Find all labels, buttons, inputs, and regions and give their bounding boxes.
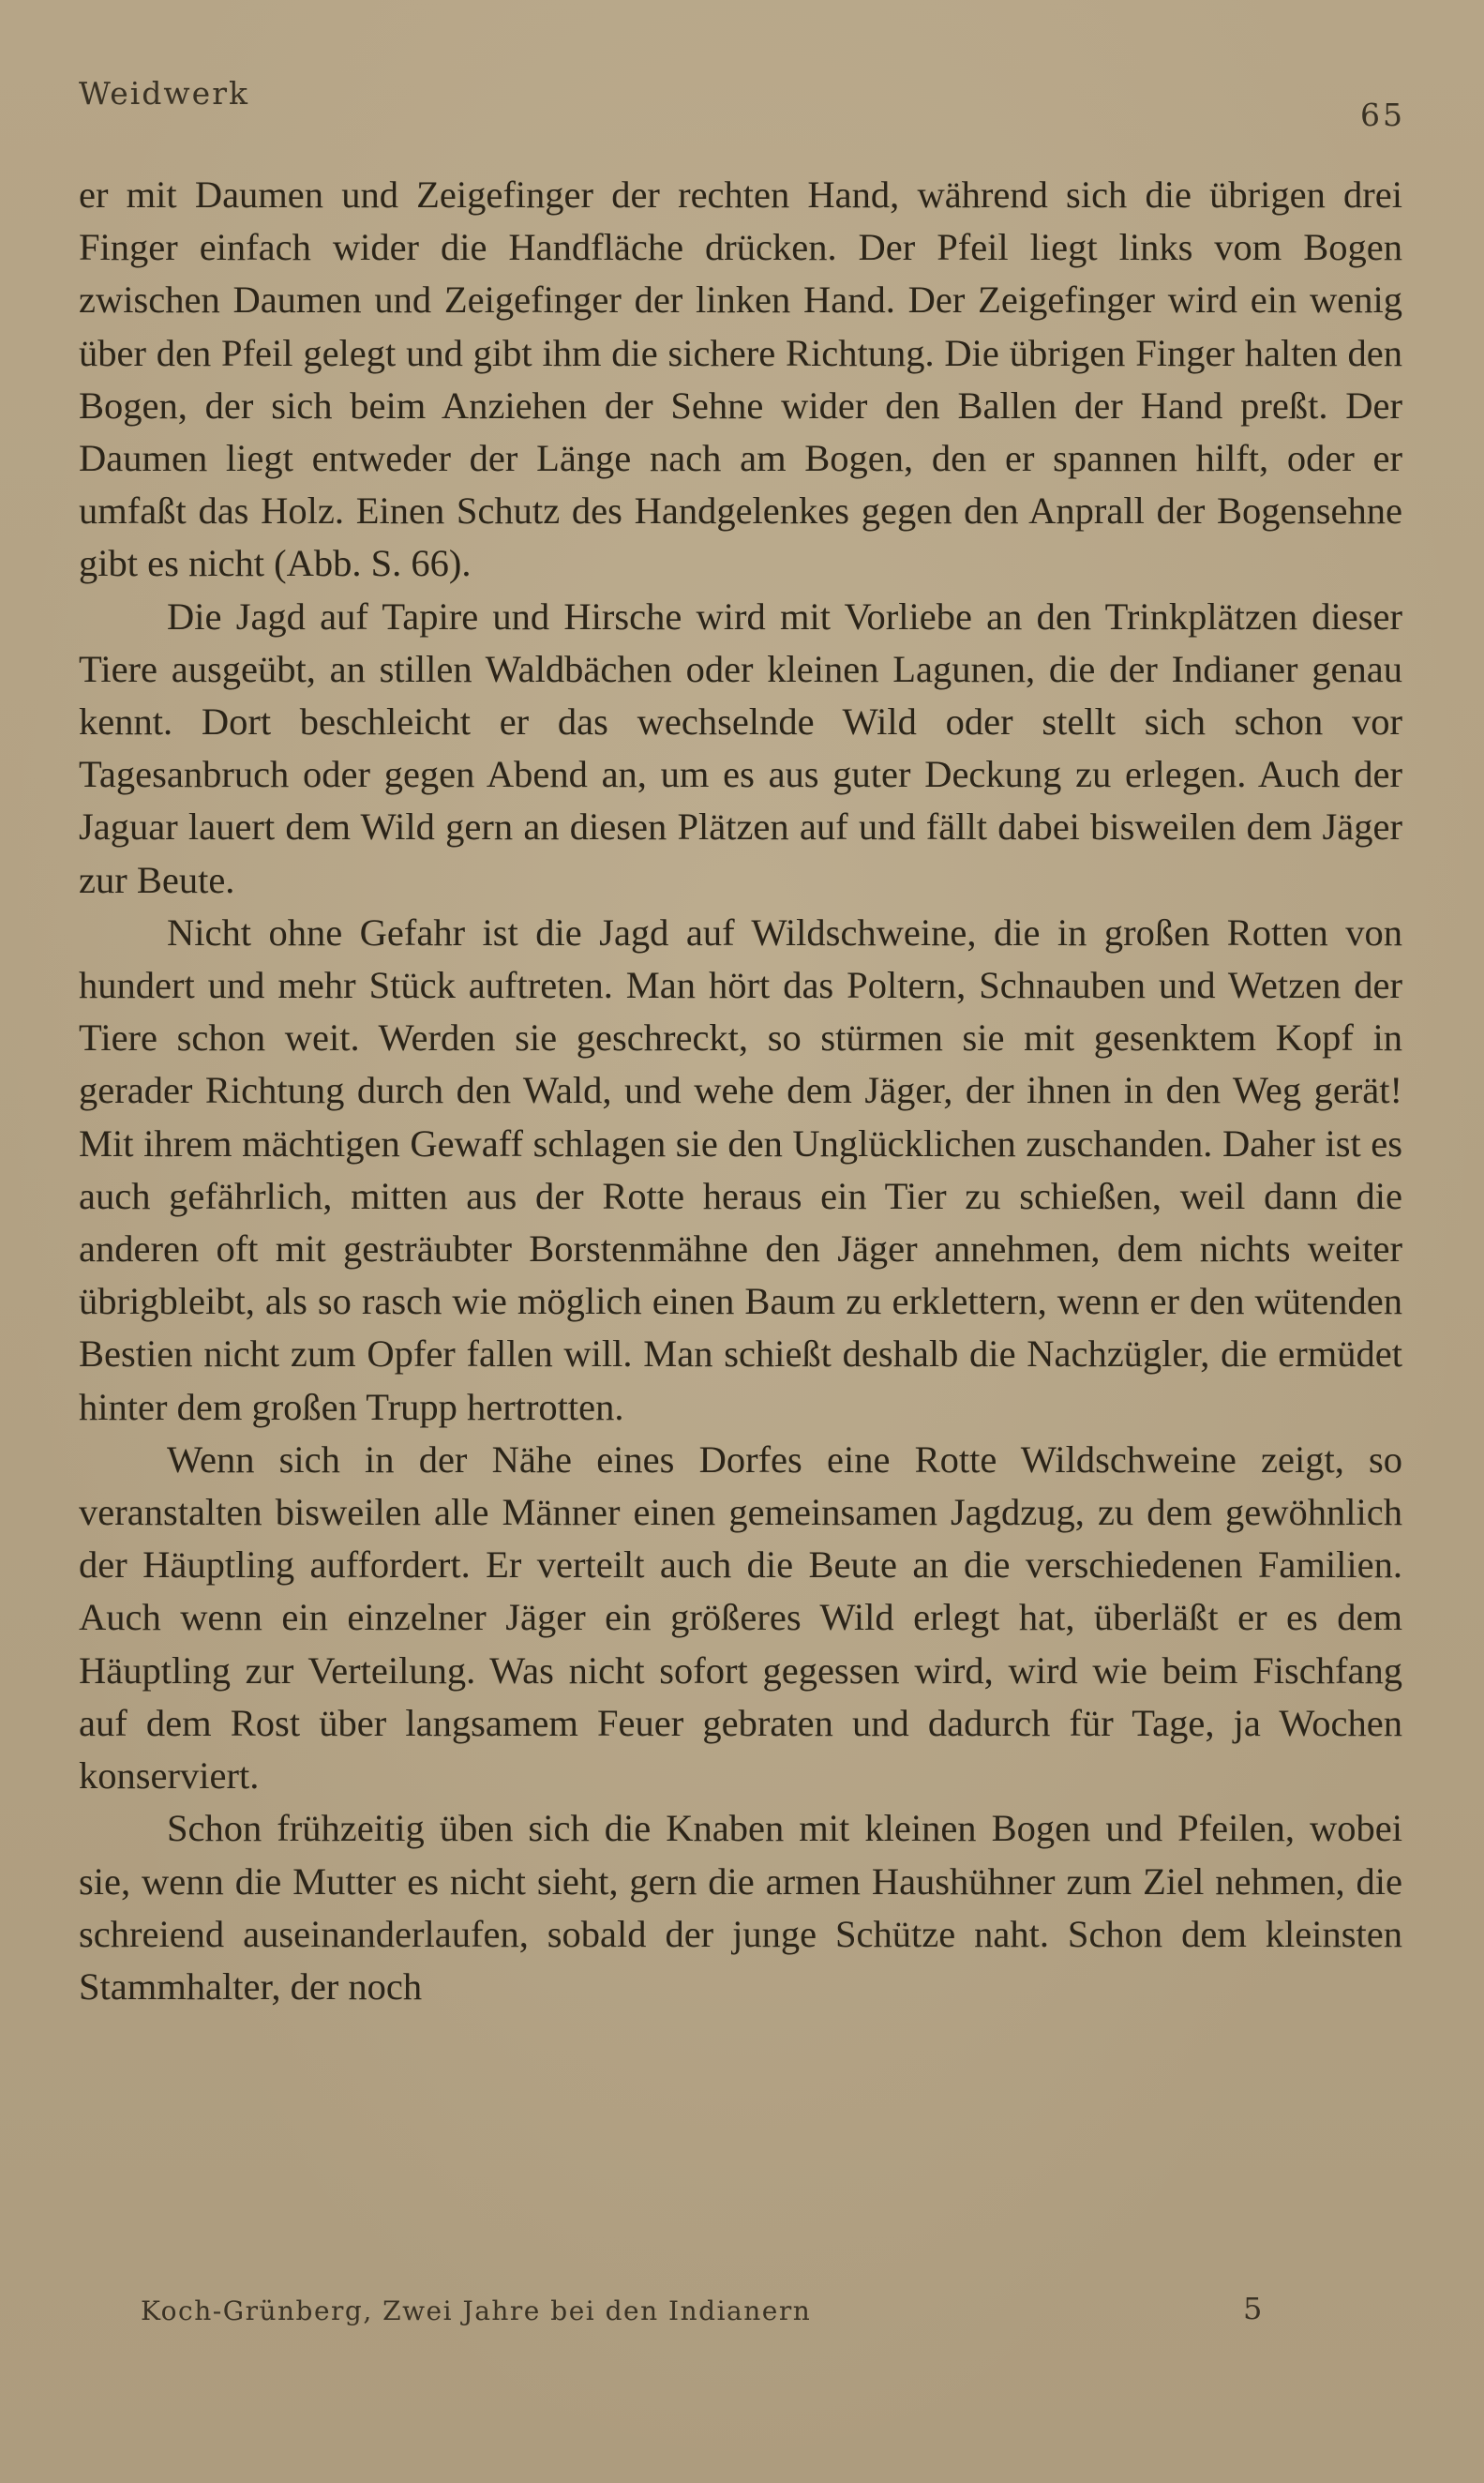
running-head: Weidwerk — [79, 75, 249, 112]
page-number: 65 — [1360, 97, 1405, 133]
body-text — [79, 169, 1402, 2013]
paragraph-tapir-hunt: Die Jagd auf Tapire und Hirsche wird mit Vorliebe an den Trinkplätzen dieser Tiere ausgeübt, an stillen Waldbächen oder kleinen Lagunen, die der Indianer genau kennt. Dort beschleicht er das wechselnde Wild oder stellt sich schon vor Tagesanbruch oder gegen Abend an, um es aus guter Deckung zu erlegen. Auch der Jaguar lauert dem Wild gern an diesen Plätzen auf und fällt dabei bisweilen dem Jäger zur Beute. — [79, 594, 1402, 901]
paragraph-boys-practice: Schon frühzeitig üben sich die Knaben mit kleinen Bogen und Pfeilen, wobei sie, wenn die Mutter es nicht sieht, gern die armen Haushühner zum Ziel nehmen, die schreiend auseinanderlaufen, sobald der junge Schütze naht. Schon dem kleinsten Stammhalter, der noch — [79, 1807, 1402, 2008]
paragraph-wild-boar-hunt: Nicht ohne Gefahr ist die Jagd auf Wildschweine, die in großen Rotten von hundert und mehr Stück auftreten. Man hört das Poltern, Schnauben und Wetzen der Tiere schon weit. Werden sie geschreckt, so stürmen sie mit gesenktem Kopf in gerader Richtung durch den Wald, und wehe dem Jäger, der ihnen in den Weg gerät! Mit ihrem mächtigen Gewaff schlagen sie den Unglücklichen zuschanden. Daher ist es auch gefährlich, mitten aus der Rotte heraus ein Tier zu schießen, weil dann die anderen oft mit gesträubter Borstenmähne den Jäger annehmen, dem nichts weiter übrigbleibt, als so rasch wie möglich einen Baum zu erklettern, wenn er den wütenden Bestien nicht zum Opfer fallen will. Man schießt deshalb die Nachzügler, die ermüdet hinter dem großen Trupp hertrotten. — [79, 910, 1402, 1428]
paragraph-bow-grip: er mit Daumen und Zeigefinger der rechten Hand, während sich die übrigen drei Finger einfach wider die Handfläche drücken. Der Pfeil liegt links vom Bogen zwischen Daumen und Zeigefinger der linken Hand. Der Zeigefinger wird ein wenig über den Pfeil gelegt und gibt ihm die sichere Richtung. Die übrigen Finger halten den Bogen, der sich beim Anziehen der Sehne wider den Ballen der Hand preßt. Der Daumen liegt entweder der Länge nach am Bogen, den er spannen hilft, oder er umfaßt das Holz. Einen Schutz des Handgelenkes gegen den Anprall der Bogensehne gibt es nicht (Abb. S. 66). — [79, 173, 1402, 585]
signature-mark: 5 — [1243, 2291, 1263, 2326]
footer-credit: Koch-Grünberg, Zwei Jahre bei den Indianern — [141, 2295, 812, 2326]
paragraph-communal-hunt: Wenn sich in der Nähe eines Dorfes eine Rotte Wildschweine zeigt, so veranstalten bisweilen alle Männer einen gemeinsamen Jagdzug, zu dem gewöhnlich der Häuptling auffordert. Er verteilt auch die Beute an die verschiedenen Familien. Auch wenn ein einzelner Jäger ein größeres Wild erlegt hat, überläßt er es dem Häuptling zur Verteilung. Was nicht sofort gegessen wird, wird wie beim Fischfang auf dem Rost über langsamem Feuer gebraten und dadurch für Tage, ja Wochen konserviert. — [79, 1437, 1402, 1798]
